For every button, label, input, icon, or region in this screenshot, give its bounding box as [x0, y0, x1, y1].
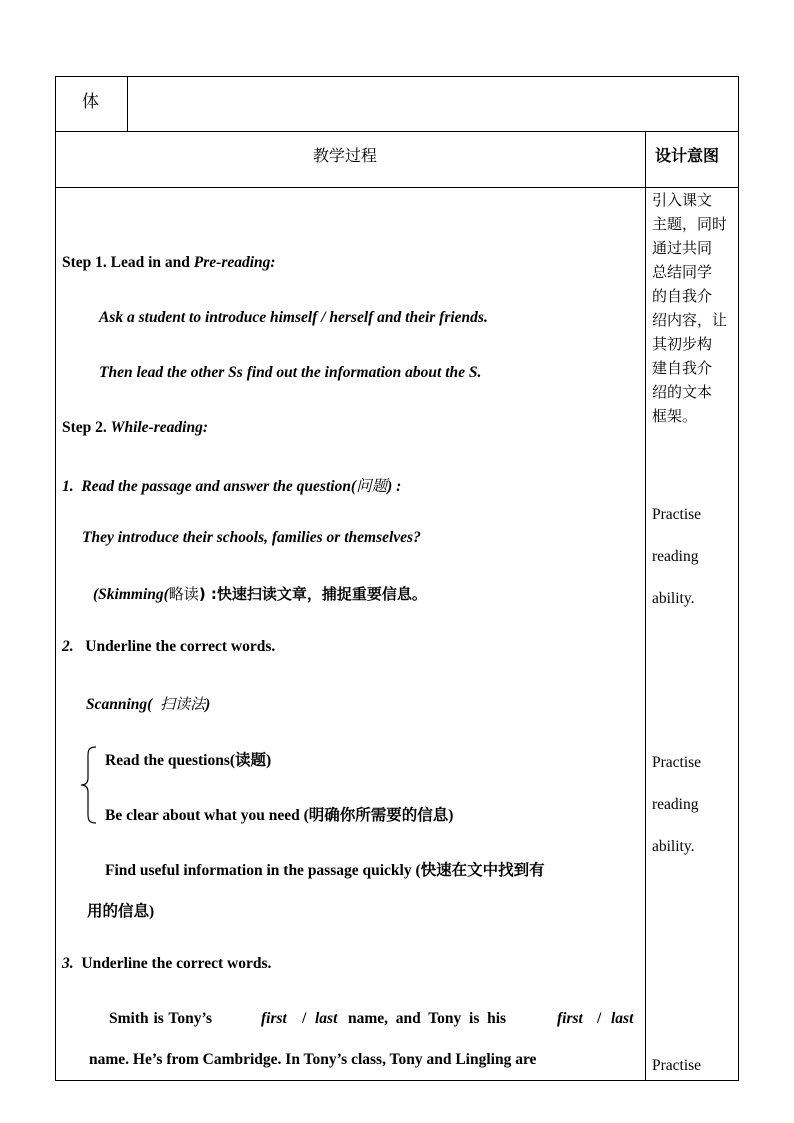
row-divider-2 — [55, 187, 739, 188]
option-sep-1: / — [302, 1010, 307, 1027]
intent-line: 绍内容，让 — [652, 311, 728, 329]
paragraph-line-2: name. He’s from Cambridge. In Tony’s class, Tony and Lingling are — [89, 1051, 537, 1068]
intent-line: 绍的文本 — [652, 383, 713, 401]
step2-heading: Step 2. While-reading: — [62, 419, 208, 436]
paragraph-line-1: Smith is Tony’s — [109, 1010, 213, 1027]
intent-ability-1: ability. — [652, 590, 695, 607]
scan-item-1: Read the questions(读题) — [105, 752, 272, 769]
option-sep-2: / — [597, 1010, 602, 1027]
option-first-2: first — [557, 1010, 583, 1027]
option-last-2: last — [611, 1010, 634, 1027]
step1-heading: Step 1. Lead in and Pre-reading: — [62, 254, 276, 271]
intent-practise-3: Practise — [652, 1057, 702, 1074]
scan-item-2: Be clear about what you need (明确你所需要的信息) — [105, 807, 454, 824]
scanning-label: Scanning( 扫读法) — [86, 695, 211, 713]
row-divider-1 — [55, 131, 739, 132]
table-border-right — [738, 76, 739, 1081]
option-last-1: last — [315, 1010, 338, 1027]
option-first-1: first — [261, 1010, 287, 1027]
col-divider-top — [127, 76, 128, 132]
table-border-left — [55, 76, 56, 1081]
intent-reading-1: reading — [652, 548, 699, 565]
scan-item-3b: 用的信息) — [87, 903, 155, 920]
task3-line: 3. Underline the correct words. — [62, 955, 272, 972]
intent-line: 总结同学 — [652, 263, 713, 281]
intent-line: 主题，同时 — [652, 215, 728, 233]
intent-line: 通过共同 — [652, 239, 713, 257]
intent-line: 其初步构 — [652, 335, 713, 353]
paragraph-line-1-rest: name, and Tony is his — [348, 1010, 507, 1027]
intent-practise-1: Practise — [652, 506, 702, 523]
col-divider-main — [645, 131, 646, 1081]
intent-practise-2: Practise — [652, 754, 702, 771]
intent-line: 的自我介 — [652, 287, 713, 305]
intent-line: 建自我介 — [652, 359, 713, 377]
table-border-bottom — [55, 1080, 739, 1081]
column-header-process: 教学过程 — [313, 146, 378, 165]
skimming-line: (Skimming(略读) :快速扫读文章，捕捉重要信息。 — [93, 585, 427, 603]
task2-line: 2. Underline the correct words. — [62, 638, 276, 655]
scan-item-3a: Find useful information in the passage quickly (快速在文中找到有 — [105, 862, 545, 879]
intent-reading-2: reading — [652, 796, 699, 813]
task1-question: They introduce their schools, families or themselves? — [82, 529, 421, 546]
intent-line: 引入课文 — [652, 191, 713, 209]
task1-line: 1. Read the passage and answer the question(问题) : — [62, 477, 402, 495]
step1-line1: Ask a student to introduce himself / herself and their friends. — [99, 309, 488, 326]
curly-brace-icon — [80, 746, 98, 824]
column-header-intent: 设计意图 — [655, 146, 720, 165]
step1-line2: Then lead the other Ss find out the information about the S. — [99, 364, 482, 381]
intent-ability-2: ability. — [652, 838, 695, 855]
intent-line: 框架。 — [652, 407, 698, 425]
table-border-top — [55, 76, 739, 77]
row-label: 体 — [82, 92, 99, 112]
